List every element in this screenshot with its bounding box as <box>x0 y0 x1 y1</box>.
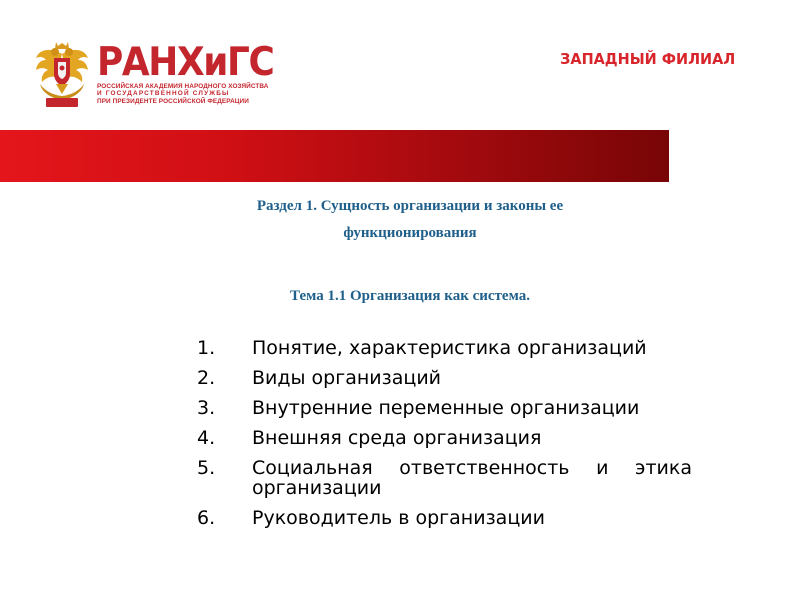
topics-list <box>197 338 692 538</box>
logo-subtitle-line: ПРИ ПРЕЗИДЕНТЕ РОССИЙСКОЙ ФЕДЕРАЦИИ <box>97 97 249 105</box>
section-title-line: функционирования <box>343 225 477 241</box>
item-number: 2. <box>197 367 216 389</box>
list-item <box>197 508 692 528</box>
logo-subtitle-line: И ГОСУДАРСТВЕННОЙ СЛУЖБЫ <box>97 90 230 98</box>
item-number: 4. <box>197 427 216 449</box>
item-number: 5. <box>197 457 216 479</box>
item-number: 6. <box>197 507 216 529</box>
item-text: Внутренние переменные организации <box>252 397 640 419</box>
logo-title: РАНХиГС <box>97 40 274 85</box>
item-number: 3. <box>197 397 216 419</box>
item-text: Руководитель в организации <box>252 507 545 529</box>
academy-logo <box>97 40 274 105</box>
list-item <box>197 428 692 448</box>
red-gradient-band <box>0 130 669 182</box>
list-item <box>197 458 692 498</box>
item-text: Виды организаций <box>252 367 442 389</box>
logo-subtitle-line: РОССИЙСКАЯ АКАДЕМИЯ НАРОДНОГО ХОЗЯЙСТВА <box>97 83 269 90</box>
branch-name: ЗАПАДНЫЙ ФИЛИАЛ <box>559 50 735 68</box>
item-text: Внешняя среда организация <box>252 427 542 449</box>
item-number: 1. <box>197 337 216 359</box>
item-text: Понятие, характеристика организаций <box>252 337 647 359</box>
item-text: Социальная ответственность и этика организации <box>252 457 692 499</box>
topic-title: Тема 1.1 Организация как система. <box>290 288 530 304</box>
list-item <box>197 338 692 358</box>
eagle-emblem-icon <box>34 40 90 108</box>
list-item <box>197 398 692 418</box>
list-item <box>197 368 692 388</box>
section-title-line: Раздел 1. Сущность организации и законы ее <box>256 198 564 214</box>
section-title <box>190 193 630 247</box>
